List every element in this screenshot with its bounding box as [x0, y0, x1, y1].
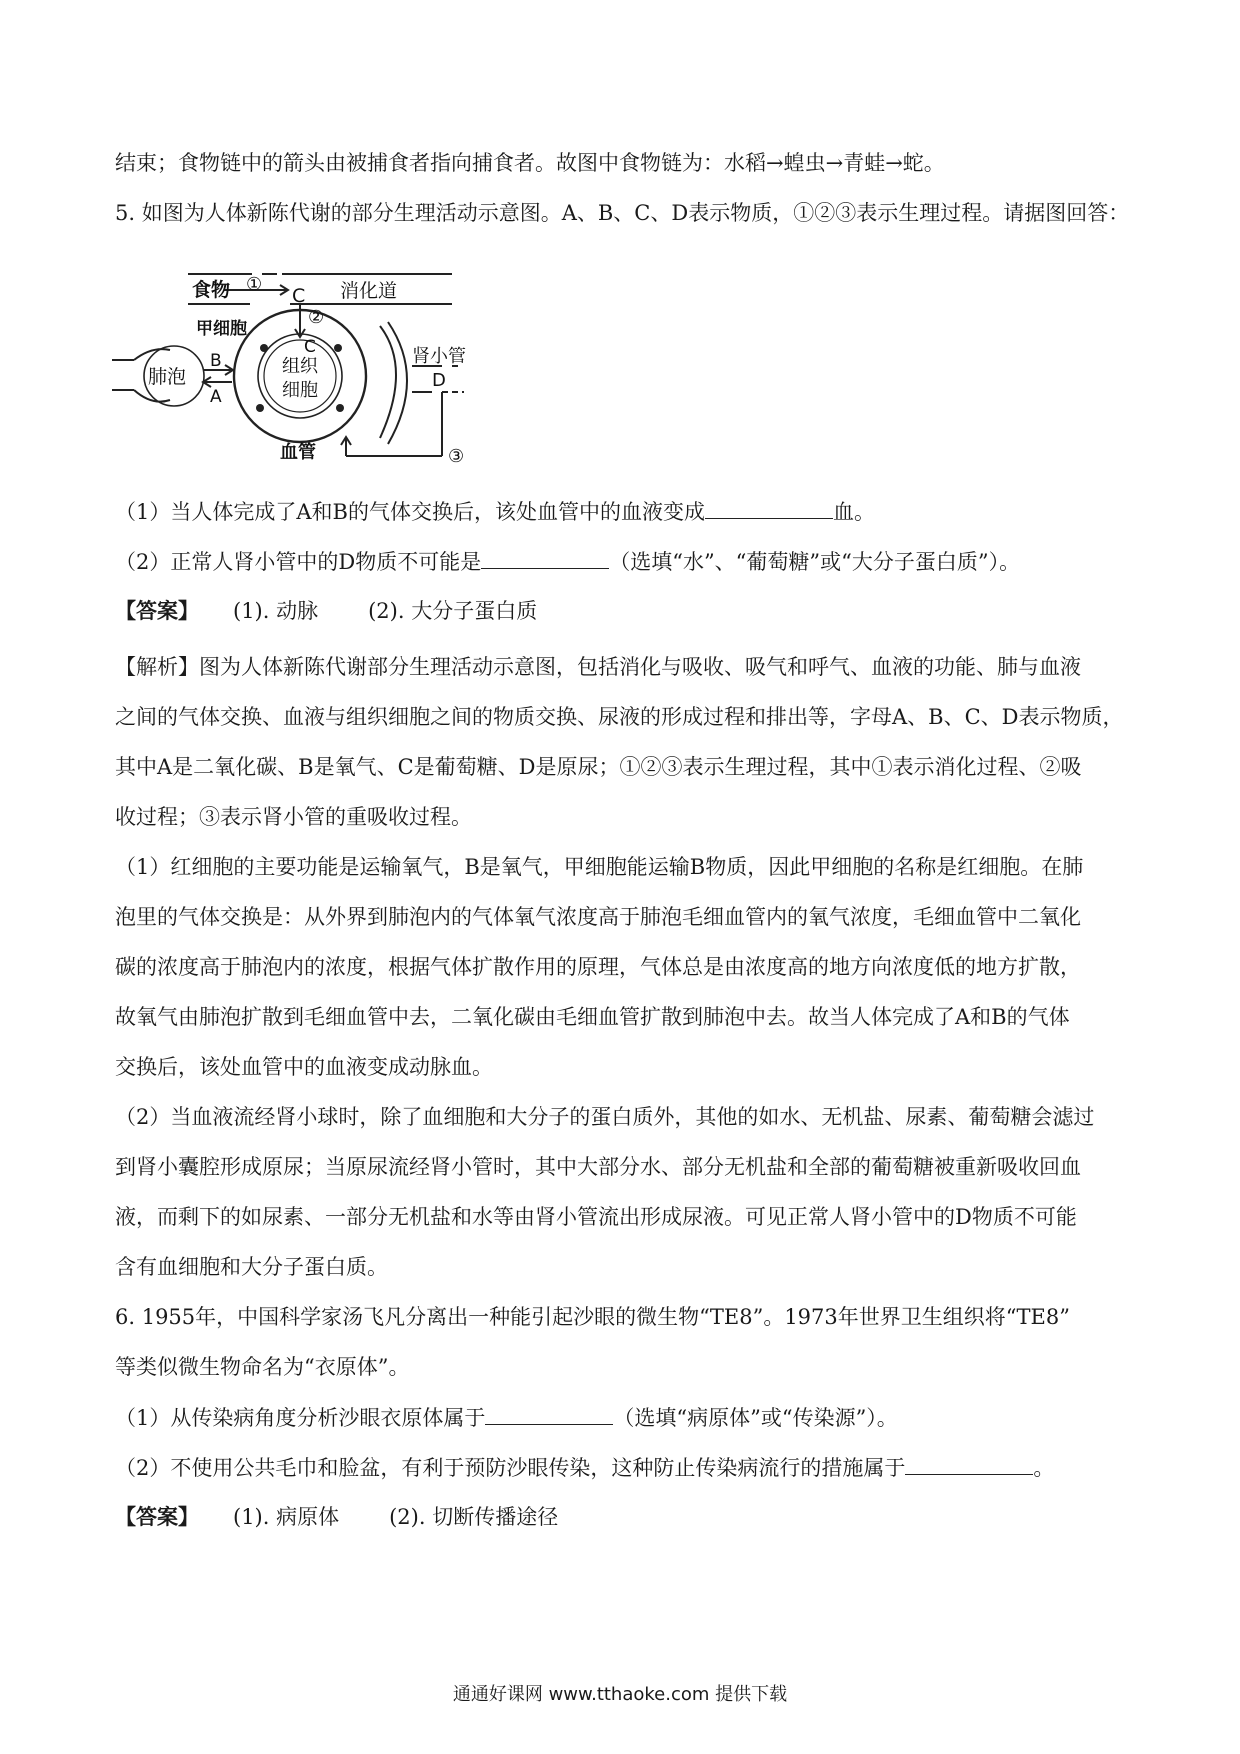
explanation-line: 收过程；③表示肾小管的重吸收过程。	[115, 805, 472, 829]
page-footer: 通通好课网 www.tthaoke.com 提供下载	[452, 1684, 788, 1705]
question-text: （1）从传染病角度分析沙眼衣原体属于	[115, 1406, 486, 1430]
explanation-line: 【解析】图为人体新陈代谢部分生理活动示意图，包括消化与吸收、吸气和呼气、血液的功能、肺与血液	[115, 655, 1081, 679]
explanation-line: 其中A是二氧化碳、B是氧气、C是葡萄糖、D是原尿；①②③表示生理过程，其中①表示消化过程、②吸	[115, 755, 1082, 779]
question-text: （2）不使用公共毛巾和脸盆，有利于预防沙眼传染，这种防止传染病流行的措施属于	[115, 1456, 906, 1480]
question-text: （选填“水”、“葡萄糖”或“大分子蛋白质”）。	[609, 550, 1021, 574]
text-line: 结束；食物链中的箭头由被捕食者指向捕食者。故图中食物链为：水稻→蝗虫→青蛙→蛇。	[115, 151, 945, 175]
answer-blank	[481, 546, 609, 569]
question-text: （2）正常人肾小管中的D物质不可能是	[115, 550, 482, 574]
answer-blank	[485, 1402, 613, 1425]
explanation-line: （2）当血液流经肾小球时，除了血细胞和大分子的蛋白质外，其他的如水、无机盐、尿素、葡萄糖会滤过	[115, 1105, 1095, 1129]
metabolism-diagram	[112, 268, 632, 468]
question-6-2	[115, 1452, 1054, 1483]
question-text: （选填“病原体”或“传染源”）。	[613, 1406, 898, 1430]
answer-5	[115, 596, 537, 626]
question-6-1	[115, 1402, 898, 1433]
label-tissue-2: 细胞	[282, 380, 318, 401]
explanation-line: 含有血细胞和大分子蛋白质。	[115, 1255, 388, 1279]
question-5-1	[115, 496, 875, 527]
label-alveolus: 肺泡	[148, 366, 187, 388]
label-tissue-1: 组织	[282, 356, 318, 377]
answer-1: (1). 动脉	[233, 599, 319, 623]
question-6-stem-cont: 等类似微生物命名为“衣原体”。	[115, 1355, 410, 1379]
question-text: 血。	[832, 500, 875, 524]
explanation-line: 交换后，该处血管中的血液变成动脉血。	[115, 1055, 493, 1079]
explanation-line: 泡里的气体交换是：从外界到肺泡内的气体氧气浓度高于肺泡毛细血管内的氧气浓度，毛细血管中二氧化	[115, 905, 1081, 929]
answer-6	[115, 1502, 558, 1532]
explanation-line: 到肾小囊腔形成原尿；当原尿流经肾小管时，其中大部分水、部分无机盐和全部的葡萄糖被重新吸收回血	[115, 1155, 1081, 1179]
explanation-line: 故氧气由肺泡扩散到毛细血管中去，二氧化碳由毛细血管扩散到肺泡中去。故当人体完成了A和B的气体	[115, 1005, 1070, 1029]
label-process-2: ②	[308, 307, 325, 328]
question-5-2	[115, 546, 1020, 577]
question-5-stem: 5. 如图为人体新陈代谢的部分生理活动示意图。A、B、C、D表示物质，①②③表示生理过程。请据图回答：	[115, 201, 1130, 225]
answer-blank	[905, 1452, 1033, 1475]
label-C-mid: C	[304, 337, 316, 357]
answer-blank	[705, 496, 833, 519]
label-B: B	[210, 351, 222, 371]
label-vessel: 血管	[280, 442, 316, 463]
label-A: A	[210, 387, 222, 407]
label-kidney-tubule: 肾小管	[412, 346, 466, 367]
label-C-top: C	[292, 285, 306, 307]
answer-2: (2). 切断传播途径	[389, 1505, 559, 1529]
answer-label: 【答案】	[115, 1504, 199, 1529]
explanation-line: （1）红细胞的主要功能是运输氧气，B是氧气，甲细胞能运输B物质，因此甲细胞的名称是红细胞。在肺	[115, 855, 1084, 879]
answer-2: (2). 大分子蛋白质	[368, 599, 538, 623]
label-process-1: ①	[246, 274, 263, 295]
answer-1: (1). 病原体	[233, 1505, 340, 1529]
question-text: （1）当人体完成了A和B的气体交换后，该处血管中的血液变成	[115, 500, 705, 524]
explanation-line: 碳的浓度高于肺泡内的浓度，根据气体扩散作用的原理，气体总是由浓度高的地方向浓度低的地方扩散，	[115, 955, 1081, 979]
label-process-3: ③	[448, 446, 465, 467]
question-6-stem: 6. 1955年，中国科学家汤飞凡分离出一种能引起沙眼的微生物“TE8”。1973年世界卫生组织将“TE8”	[115, 1305, 1070, 1329]
label-digestive-tract: 消化道	[340, 280, 398, 302]
question-text: 。	[1033, 1456, 1055, 1480]
explanation-line: 之间的气体交换、血液与组织细胞之间的物质交换、尿液的形成过程和排出等，字母A、B、C、D表示物质，	[115, 705, 1124, 729]
label-D: D	[432, 370, 446, 391]
label-jia-cell: 甲细胞	[196, 319, 247, 339]
label-food: 食物	[192, 279, 231, 301]
answer-label: 【答案】	[115, 598, 199, 623]
explanation-line: 液，而剩下的如尿素、一部分无机盐和水等由肾小管流出形成尿液。可见正常人肾小管中的D物质不可能	[115, 1205, 1077, 1229]
